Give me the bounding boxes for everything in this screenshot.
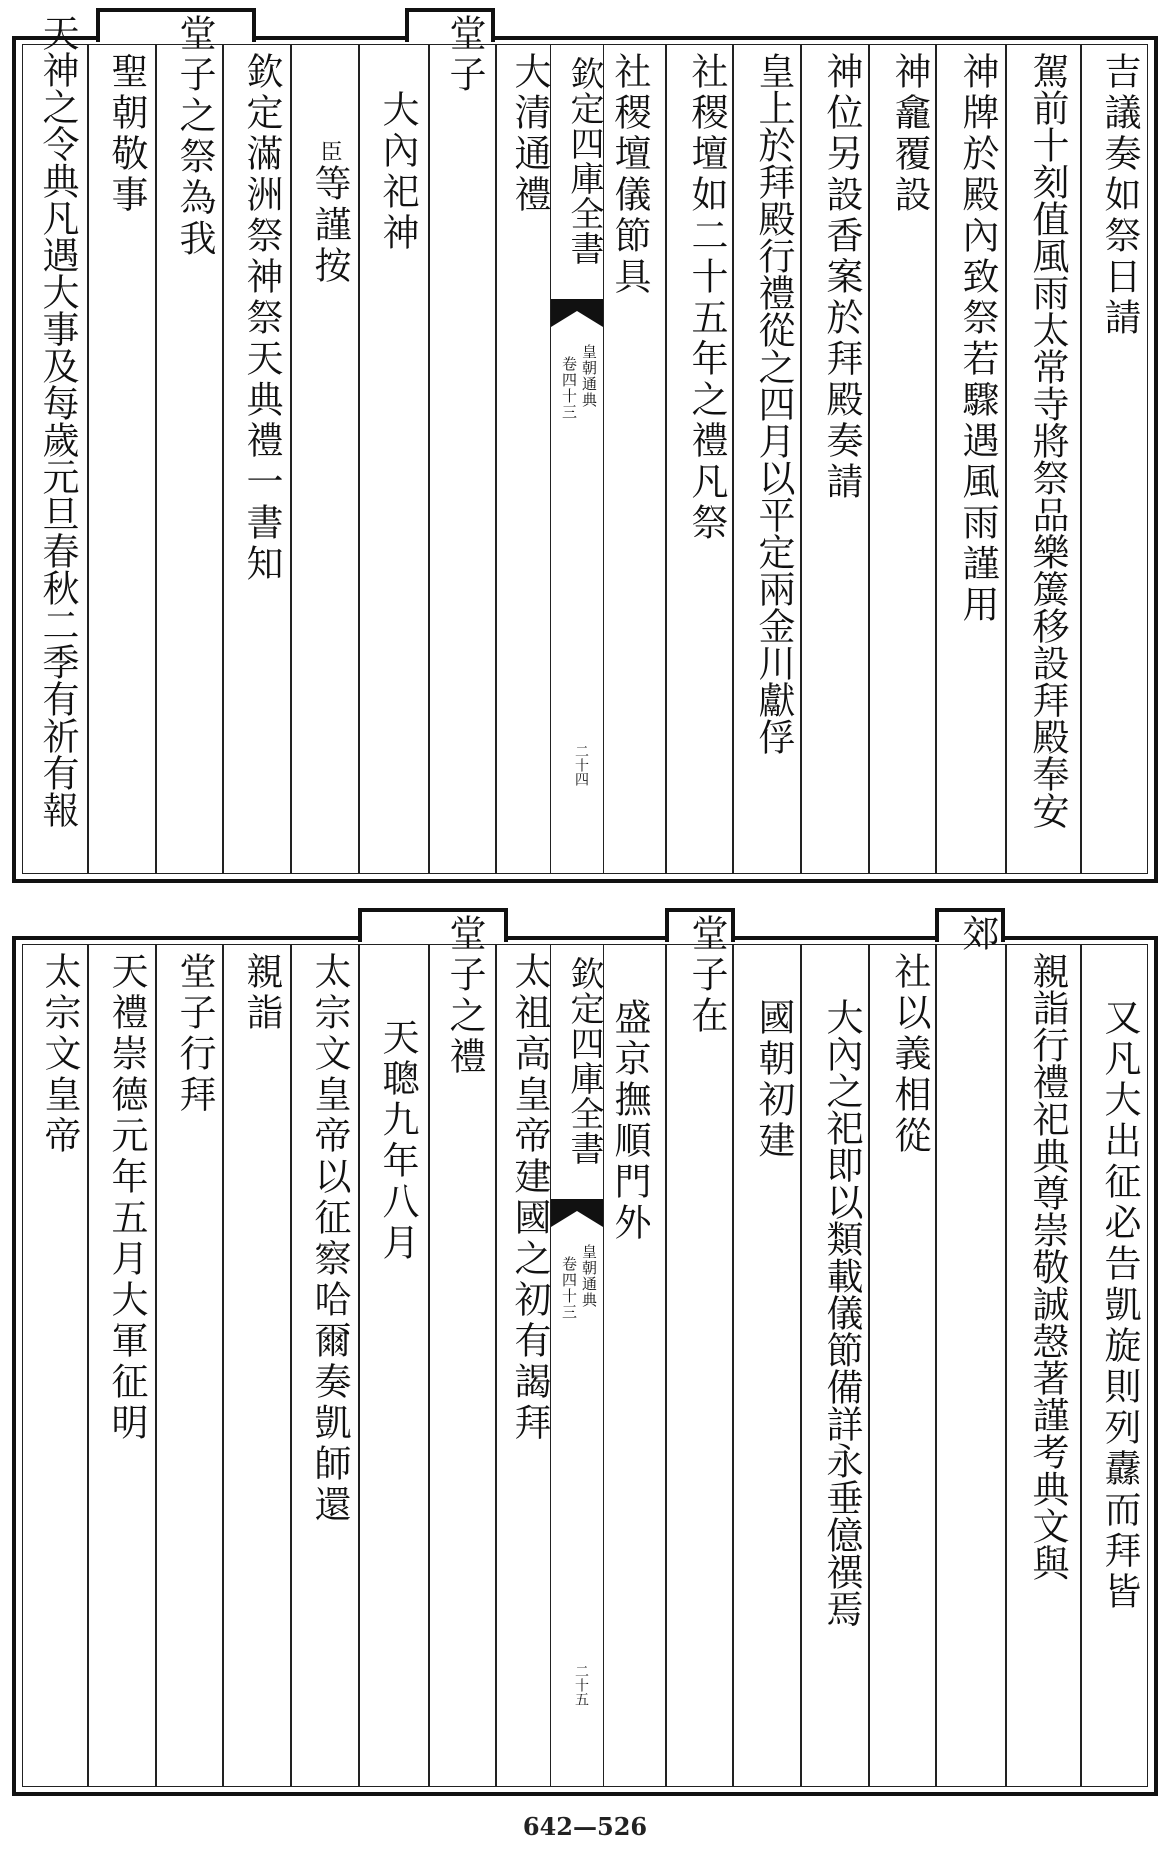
volume-number: 卷四十三 bbox=[560, 1256, 578, 1320]
page-footer-number: 642—526 bbox=[522, 1812, 648, 1841]
column-rule bbox=[665, 44, 667, 874]
text-column: 盛京撫順門外 bbox=[608, 998, 651, 1244]
chapter-title: 皇朝通典 bbox=[580, 1244, 598, 1308]
text-column: 吉議奏如祭日請 bbox=[1098, 52, 1141, 339]
text-column: 臣等謹按 bbox=[308, 140, 351, 287]
text-column: 國朝初建 bbox=[752, 998, 795, 1162]
folio-number: 二十五 bbox=[573, 1664, 589, 1706]
text-column: 親詣 bbox=[240, 952, 283, 1034]
text-column: 社以義相從 bbox=[888, 952, 931, 1157]
text-column: 大內之祀即以類載儀節備詳永垂億禩焉 bbox=[820, 998, 863, 1627]
text-column: 神位另設香案於拜殿奏請 bbox=[820, 52, 863, 503]
column-rule bbox=[155, 44, 157, 874]
column-rule bbox=[358, 44, 360, 874]
text-column: 欽定滿洲祭神祭天典禮一書知 bbox=[240, 52, 283, 585]
column-rule bbox=[87, 44, 89, 874]
folio-number: 二十四 bbox=[573, 744, 589, 786]
book-title: 欽定四庫全書 bbox=[564, 56, 604, 266]
column-rule bbox=[1005, 944, 1007, 1787]
fish-tail-mark bbox=[551, 299, 603, 327]
text-column: 神龕覆設 bbox=[888, 52, 931, 216]
text-column: 親詣行禮祀典尊崇敬誠愨著謹考典文與 bbox=[1026, 952, 1069, 1581]
center-fold bbox=[550, 44, 604, 874]
column-rule bbox=[1080, 944, 1082, 1787]
column-rule bbox=[1080, 44, 1082, 874]
column-rule bbox=[428, 944, 430, 1787]
text-column: 太宗文皇帝以征察哈爾奏凱師還 bbox=[308, 952, 351, 1526]
column-rule bbox=[428, 44, 430, 874]
column-rule bbox=[290, 44, 292, 874]
text-column: 大清通禮 bbox=[508, 52, 551, 216]
column-rule bbox=[495, 944, 497, 1787]
top-page bbox=[0, 0, 1170, 900]
text-column: 駕前十刻值風雨太常寺將祭品樂簴移設拜殿奉安 bbox=[1026, 52, 1069, 829]
text-column: 堂子之禮 bbox=[443, 914, 486, 1078]
column-rule bbox=[290, 944, 292, 1787]
text-column: 聖朝敬事 bbox=[105, 52, 148, 216]
bottom-page bbox=[0, 900, 1170, 1800]
book-title: 欽定四庫全書 bbox=[564, 956, 604, 1166]
text-column: 神牌於殿內致祭若驟遇風雨謹用 bbox=[956, 52, 999, 626]
text-column: 堂子 bbox=[443, 14, 486, 96]
text-column: 天神之令典凡遇大事及每歲元旦春秋二季有祈有報 bbox=[36, 14, 79, 828]
fish-tail-mark bbox=[551, 1199, 603, 1227]
column-rule bbox=[495, 44, 497, 874]
chapter-title: 皇朝通典 bbox=[580, 344, 598, 408]
text-column: 太祖高皇帝建國之初有謁拜 bbox=[508, 952, 551, 1444]
text-column: 郊 bbox=[956, 914, 999, 955]
text-column: 堂子行拜 bbox=[173, 952, 216, 1116]
column-rule bbox=[732, 944, 734, 1787]
volume-number: 卷四十三 bbox=[560, 356, 578, 420]
text-column: 又凡大出征必告凱旋則列纛而拜皆 bbox=[1098, 998, 1141, 1613]
center-fold bbox=[550, 944, 604, 1787]
column-rule bbox=[665, 944, 667, 1787]
text-column: 皇上於拜殿行禮從之四月以平定兩金川獻俘 bbox=[752, 52, 795, 755]
column-rule bbox=[358, 944, 360, 1787]
text-column: 天禮崇德元年五月大軍征明 bbox=[105, 952, 148, 1444]
text-column: 社稷壇儀節具 bbox=[608, 52, 651, 298]
text-column: 社稷壇如二十五年之禮凡祭 bbox=[685, 52, 728, 544]
text-column: 天聰九年八月 bbox=[376, 1018, 419, 1264]
text-column: 堂子在 bbox=[685, 914, 728, 1037]
column-rule bbox=[155, 944, 157, 1787]
text-column: 堂子之祭為我 bbox=[173, 14, 216, 260]
text-column: 大內祀神 bbox=[376, 90, 419, 254]
text-column: 太宗文皇帝 bbox=[38, 952, 81, 1157]
